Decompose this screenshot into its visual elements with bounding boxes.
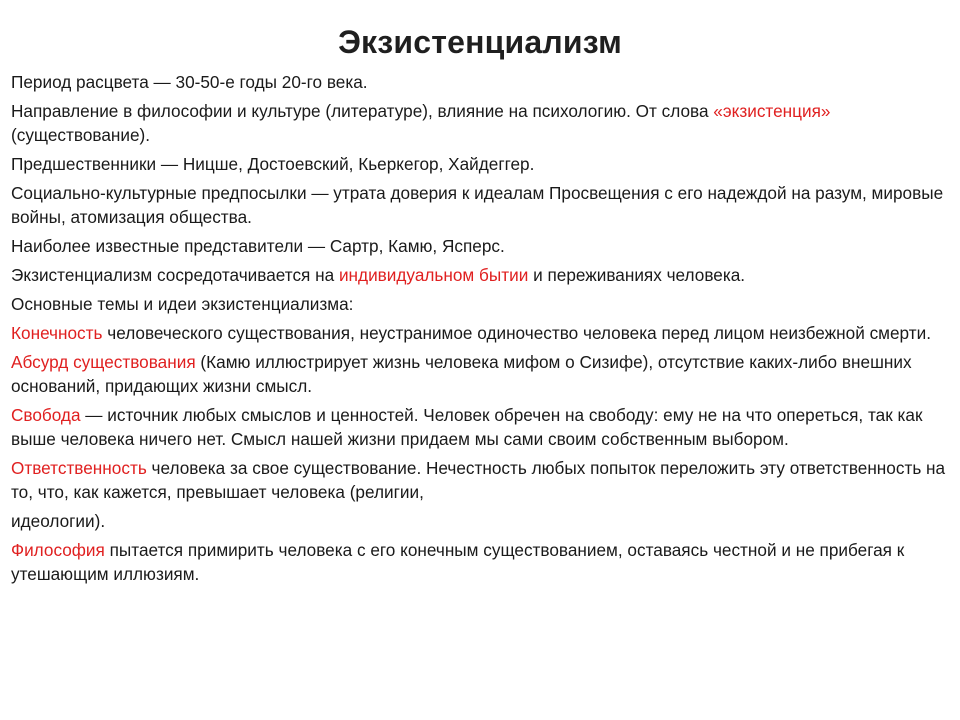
paragraph-focus: Экзистенциализм сосредотачивается на индивидуальном бытии и переживаниях человека. [11,265,746,285]
paragraph-representatives: Наиболее известные представители — Сартр, Камю, Ясперс. [11,236,505,256]
highlight-term: Конечность [11,323,103,343]
paragraph-predecessors: Предшественники — Ницше, Достоевский, Кьеркегор, Хайдеггер. [11,154,535,174]
paragraph-themes-intro: Основные темы и идеи экзистенциализма: [11,294,354,314]
paragraph-absurd: Абсурд существования (Камю иллюстрирует жизнь человека мифом о Сизифе), отсутствие каких-либо внешних оснований, придающих жизни смысл. [11,352,912,396]
paragraph-period: Период расцвета — 30-50-е годы 20-го века. [11,72,368,92]
paragraph-responsibility: Ответственность человека за свое существование. Нечестность любых попыток переложить эту ответственность на то, что, как кажется, превышает человека (религии, [11,458,946,502]
slide-title: Экзистенциализм [338,24,622,60]
highlight-term: индивидуальном бытии [338,265,529,285]
paragraph-philosophy: Философия пытается примирить человека с его конечным существованием, оставаясь честной и не прибегая к утешающим иллюзиям. [11,540,905,584]
highlight-term: Абсурд существования [11,352,196,372]
highlight-term: Философия [11,540,105,560]
slide-content [11,70,947,591]
paragraph-freedom: Свобода — источник любых смыслов и ценностей. Человек обречен на свободу: ему не на что опереться, так как выше человека ничего нет. Смысл нашей жизни придаем мы сами своим собственным выбором. [11,405,923,449]
paragraph-prerequisites: Социально-культурные предпосылки — утрата доверия к идеалам Просвещения с его надеждой на разум, мировые войны, атомизация общества. [11,183,944,227]
highlight-term: Ответственность [11,458,147,478]
paragraph-finitude: Конечность человеческого существования, неустранимое одиночество человека перед лицом неизбежной смерти. [11,323,931,343]
paragraph-ideologies: идеологии). [11,511,106,531]
highlight-term: «экзистенция» [713,101,831,121]
highlight-term: Свобода [11,405,81,425]
paragraph-direction: Направление в философии и культуре (литературе), влияние на психологию. От слова «экзистенция» (существование). [11,101,831,145]
